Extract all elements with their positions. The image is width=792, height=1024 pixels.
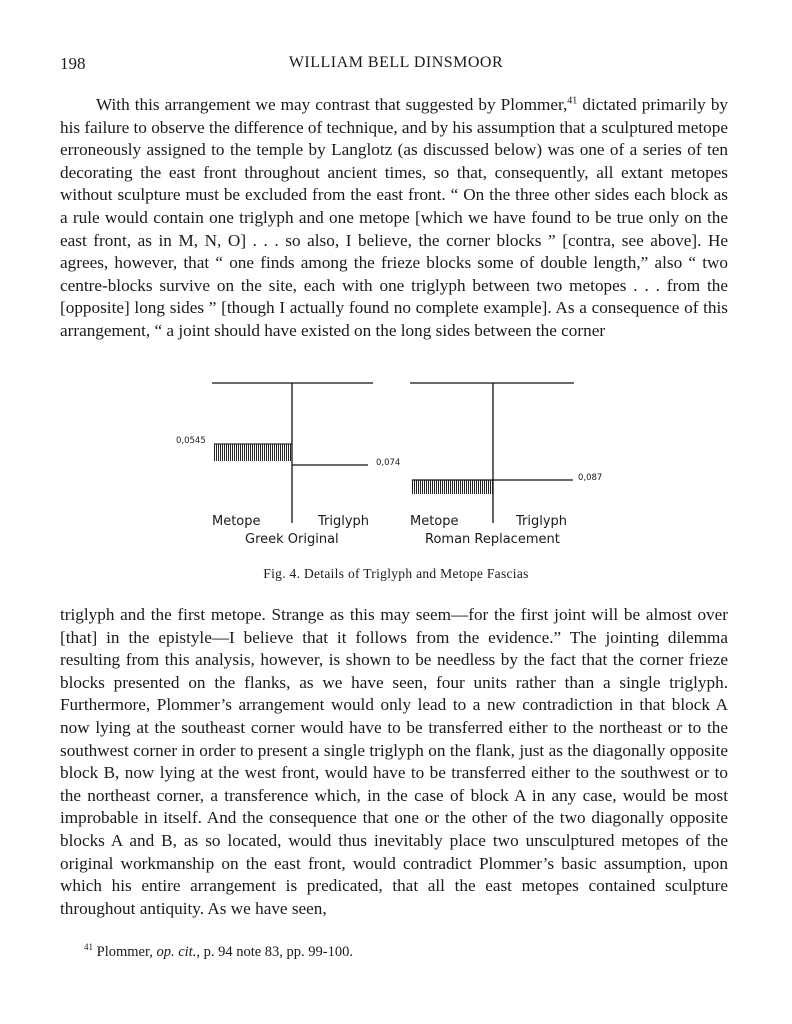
- paragraph-2: triglyph and the first metope. Strange as this may seem—for the first joint will be almost over [that] in the epistyle—I believe that it follows from the evidence.” The jointing dilemma resulting from this analysis, however, is shown to be needless by the fact that the corner frieze blocks presented on the flanks, as we have seen, four units rather than a single triglyph. Furthermore, Plommer’s arrangement would only lead to a new contradiction in that block A now lying at the southeast corner would have to be transferred either to the northeast or to the southwest corner in order to present a single triglyph on the flank, just as the diagonally opposite block B, now lying at the west front, would have to be transferred either to the southwest or to the northeast corner, a transference which, in the case of block A in any case, would be most improbable in itself. And the consequence that one or the other of the two diagonally opposite blocks A and B, as so located, would thus inevitably place two unsculptured metopes of the original workmanship on the east front, would contradict Plommer’s basic assumption, upon which his entire arrangement is predicated, that all the east metopes contained sculpture throughout antiquity. As we have seen,: [60, 605, 728, 918]
- figure-4: [168, 378, 628, 556]
- footnote-text-post: , p. 94 note 83, pp. 99-100.: [196, 944, 354, 960]
- greek-left-value: 0,0545: [176, 436, 206, 446]
- roman-subtitle: Roman Replacement: [425, 532, 560, 547]
- figure-caption: Fig. 4. Details of Triglyph and Metope Fascias: [263, 566, 529, 581]
- greek-metope-fascia: [214, 444, 292, 461]
- greek-right-value: 0,074: [376, 458, 401, 468]
- paragraph-1-text-b: dictated primarily by his failure to observe the difference of technique, and by his assumption that a sculptured metope erroneously assigned to the temple by Langlotz (as discussed below) was one of a series of ten decorating the east front throughout ancient times, so that, consequently, all extant metopes without sculpture must be excluded from the east front. “ On the three other sides each block as a rule would contain one triglyph and one metope [which we have found to be true only on the east front, as in M, N, O] . . . so also, I believe, the corner blocks ” [contra, see above]. He agrees, however, that “ one finds among the frieze blocks some of double length,” also “ two centre-blocks survive on the site, each with one triglyph between two metopes . . . from the [opposite] long sides ” [though I actually found no complete example]. As a consequence of this arrangement, “ a joint should have existed on the long sides between the corner: [60, 95, 729, 340]
- roman-metope-label: Metope: [410, 514, 459, 529]
- greek-triglyph-label: Triglyph: [318, 514, 370, 529]
- footnote-reference[interactable]: 41: [567, 95, 578, 107]
- paragraph-1-text-a: With this arrangement we may contrast that suggested by Plommer,: [96, 95, 568, 114]
- running-head: WILLIAM BELL DINSMOOR: [288, 54, 504, 71]
- roman-triglyph-label: Triglyph: [516, 514, 568, 529]
- greek-subtitle: Greek Original: [245, 532, 339, 547]
- paragraph-1: [60, 94, 728, 343]
- page-number: 198: [60, 54, 86, 73]
- footnote-citation-italic: op. cit.: [156, 944, 197, 960]
- footnote-number: 41: [84, 942, 93, 953]
- footnote-text-pre: Plommer,: [93, 944, 157, 960]
- greek-metope-label: Metope: [212, 514, 261, 529]
- footnote-41: [84, 944, 353, 961]
- roman-metope-fascia: [412, 480, 493, 494]
- roman-right-value: 0,087: [578, 473, 603, 483]
- page-header: [60, 54, 732, 78]
